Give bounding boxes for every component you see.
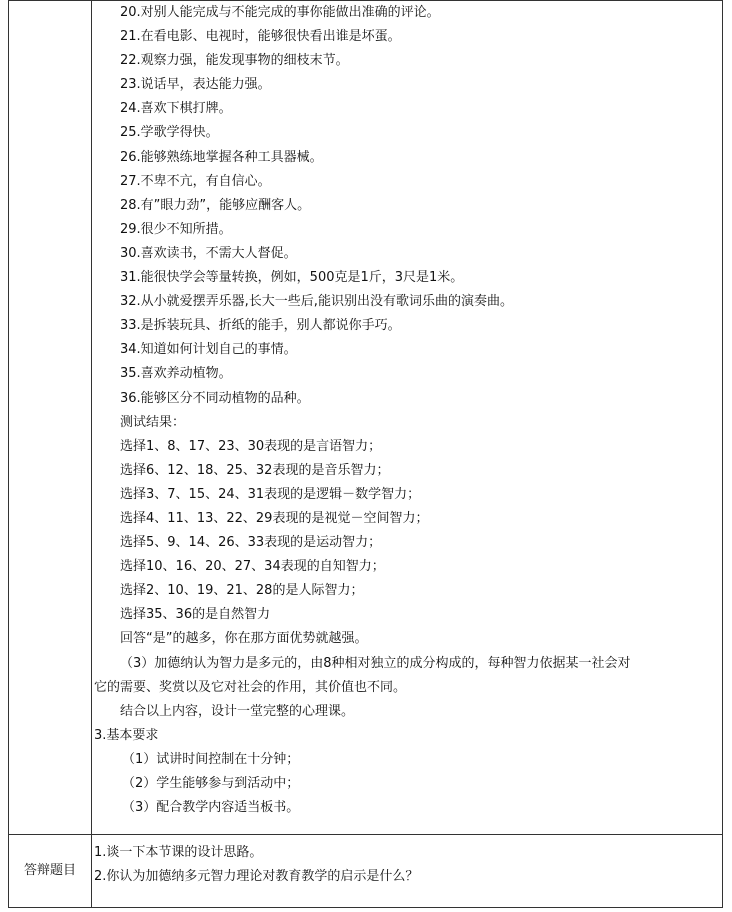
result-line: 选择3、7、15、24、31表现的是逻辑－数学智力； (120, 486, 421, 502)
content-cell (92, 1, 723, 835)
defense-questions-cell (92, 835, 723, 908)
item-line: 32.从小就爱摆弄乐器,长大一些后,能识别出没有歌词乐曲的演奏曲。 (120, 294, 513, 310)
item-line: 30.喜欢读书，不需大人督促。 (120, 245, 297, 261)
defense-row (9, 835, 723, 908)
item-line: 31.能很快学会等量转换，例如，500克是1斤，3尺是1米。 (120, 270, 464, 286)
item-line: 34.知道如何计划自己的事情。 (120, 342, 297, 358)
item-line: 26.能够熟练地掌握各种工具器械。 (120, 149, 323, 165)
result-line: 选择4、11、13、22、29表现的是视觉－空间智力； (120, 510, 429, 526)
content-row (9, 1, 723, 835)
result-line: 选择6、12、18、25、32表现的是音乐智力； (120, 462, 390, 478)
combine-line: 结合以上内容，设计一堂完整的心理课。 (120, 703, 355, 719)
requirement-item: （1）试讲时间控制在十分钟； (122, 751, 300, 767)
item-line: 36.能够区分不同动植物的品种。 (120, 390, 310, 406)
item-line: 21.在看电影、电视时，能够很快看出谁是坏蛋。 (120, 29, 401, 45)
item-line: 27.不卑不亢，有自信心。 (120, 173, 271, 189)
result-summary: 回答“是”的越多，你在那方面优势就越强。 (120, 631, 368, 647)
item-line: 20.对别人能完成与不能完成的事你能做出准确的评论。 (120, 5, 440, 20)
requirement-item: （3）配合教学内容适当板书。 (122, 800, 300, 816)
document-table (8, 0, 723, 908)
result-line: 选择35、36的是自然智力 (120, 607, 271, 623)
empty-label-cell (9, 1, 92, 835)
result-line: 选择1、8、17、23、30表现的是言语智力； (120, 438, 382, 454)
requirement-item: （2）学生能够参与到活动中； (122, 776, 300, 791)
paragraph-3-line-1: （3）加德纳认为智力是多元的，由8种相对独立的成分构成的，每种智力依据某一社会对 (120, 655, 631, 671)
paragraph-3-line-2: 它的需要、奖赏以及它对社会的作用，其价值也不同。 (94, 679, 407, 695)
defense-question: 1.谈一下本节课的设计思路。 (94, 845, 263, 860)
item-line: 24.喜欢下棋打牌。 (120, 101, 232, 117)
item-line: 28.有”眼力劲”，能够应酬客人。 (120, 197, 311, 213)
requirements-heading: 3.基本要求 (94, 727, 159, 743)
result-line: 选择5、9、14、26、33表现的是运动智力； (120, 535, 382, 551)
item-line: 29.很少不知所措。 (120, 221, 232, 237)
defense-question: 2.你认为加德纳多元智力理论对教育教学的启示是什么？ (94, 869, 419, 884)
item-line: 25.学歌学得快。 (120, 125, 219, 141)
item-line: 35.喜欢养动植物。 (120, 366, 232, 382)
item-line: 23.说话早，表达能力强。 (120, 77, 271, 93)
defense-label: 答辩题目 (9, 835, 92, 908)
item-line: 33.是拆装玩具、折纸的能手，别人都说你手巧。 (120, 318, 401, 334)
item-line: 22.观察力强，能发现事物的细枝末节。 (120, 53, 349, 69)
result-heading: 测试结果： (120, 414, 186, 430)
result-line: 选择2、10、19、21、28的是人际智力； (120, 583, 364, 599)
result-line: 选择10、16、20、27、34表现的自知智力； (120, 559, 385, 575)
